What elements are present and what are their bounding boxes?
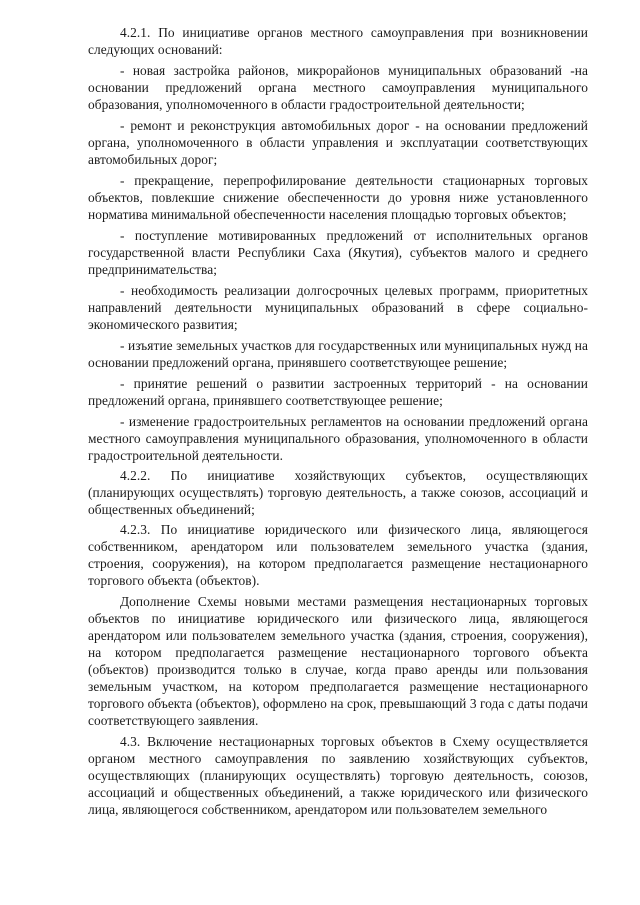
paragraph-land-seizure: - изъятие земельных участков для государственных или муниципальных нужд на основании предложений органа, принявшего соответствующее решение;	[88, 338, 588, 370]
paragraph-road-repair: - ремонт и реконструкция автомобильных дорог - на основании предложений органа, уполномоченного в области управления и эксплуатации соответствующих автомобильных дорог;	[88, 118, 588, 167]
paragraph-4-2-1: 4.2.1. По инициативе органов местного самоуправления при возникновении следующих оснований:	[88, 25, 588, 57]
paragraph-4-2-3: 4.2.3. По инициативе юридического или физического лица, являющегося собственником, арендатором или пользователем земельного участка (здания, строения, сооружения), на котором предполагается размещение нестационарного торгового объекта (объектов).	[88, 522, 588, 588]
paragraph-target-programs: - необходимость реализации долгосрочных целевых программ, приоритетных направлений деятельности муниципальных образований в сфере социально-экономического развития;	[88, 283, 588, 332]
paragraph-stationary-closure: - прекращение, перепрофилирование деятельности стационарных торговых объектов, повлекшие снижение обеспеченности до уровня ниже установленного норматива минимальной обеспеченности населения площадью торговых объектов;	[88, 173, 588, 222]
paragraph-4-3: 4.3. Включение нестационарных торговых объектов в Схему осуществляется органом местного самоуправления по заявлению хозяйствующих субъектов, осуществляющих (планирующих осуществлять) торговую деятельность, союзов, ассоциаций и общественных объединений, а также юридического или физического лица, являющегося собственником, арендатором или пользователем земельного	[88, 734, 588, 817]
paragraph-regulation-changes: - изменение градостроительных регламентов на основании предложений органа местного самоуправления муниципального образования, уполномоченного в области градостроительной деятельности.	[88, 414, 588, 463]
paragraph-new-development: - новая застройка районов, микрорайонов муниципальных образований -на основании предложений органа местного самоуправления муниципального образования, уполномоченного в области градостроительной деятельности;	[88, 63, 588, 112]
paragraph-scheme-addition: Дополнение Схемы новыми местами размещения нестационарных торговых объектов по инициативе юридического или физического лица, являющегося арендатором или пользователем земельного участка (здания, строения, сооружения), на котором предполагается размещение нестационарного торгового объекта (объектов) производится только в случае, когда право аренды или пользования земельным участком, на котором предполагается размещение нестационарного торгового объекта (объектов), оформлено на срок, превышающий 3 года с даты подачи соответствующего заявления.	[88, 594, 588, 728]
paragraph-territory-development: - принятие решений о развитии застроенных территорий - на основании предложений органа, принявшего соответствующее решение;	[88, 376, 588, 408]
paragraph-4-2-2: 4.2.2. По инициативе хозяйствующих субъектов, осуществляющих (планирующих осуществлять) торговую деятельность, а также союзов, ассоциаций и общественных объединений;	[88, 468, 588, 517]
paragraph-government-proposals: - поступление мотивированных предложений от исполнительных органов государственной власти Республики Саха (Якутия), субъектов малого и среднего предпринимательства;	[88, 228, 588, 277]
